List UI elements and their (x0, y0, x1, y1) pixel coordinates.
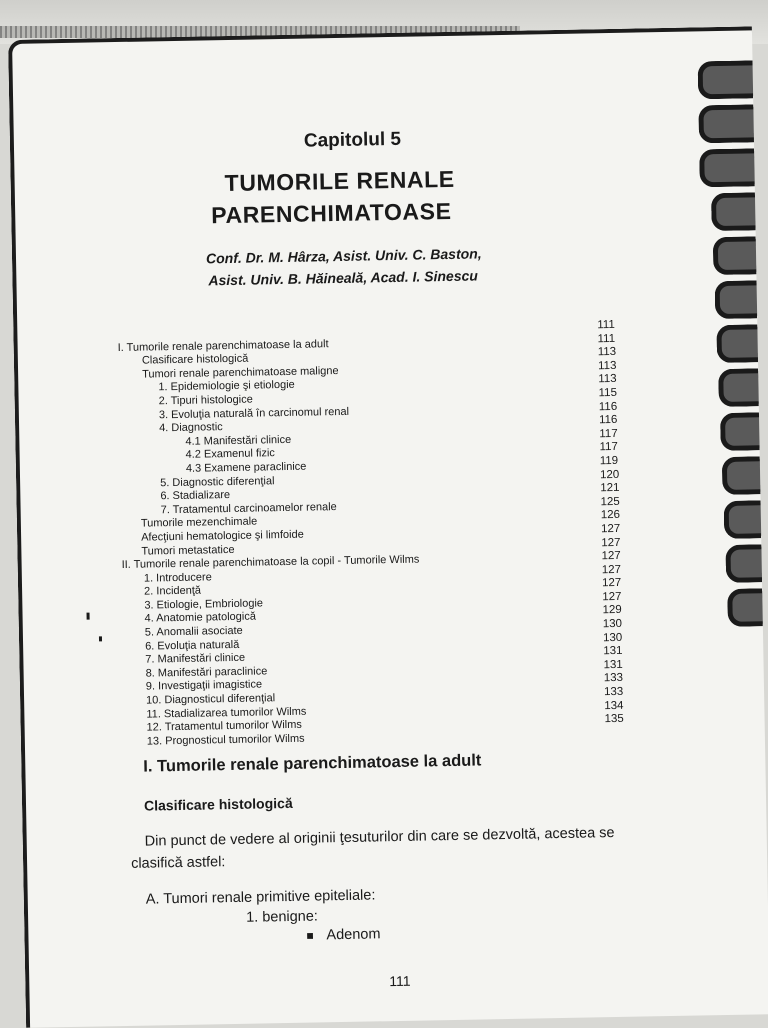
toc-page-number: 131 (603, 645, 623, 658)
toc-entry-label: 8. Manifestări paraclinice (145, 665, 268, 680)
toc-page-number: 116 (598, 400, 618, 413)
binding-ring (713, 236, 757, 275)
toc-page-number: 134 (604, 699, 624, 712)
toc-entry-label: 7. Manifestări clinice (145, 652, 246, 666)
toc-page-number: 130 (602, 617, 623, 631)
toc-entry-label: 5. Diagnostic diferenţial (160, 474, 275, 489)
binding-ring (727, 588, 763, 627)
chapter-label: Capitolul 5 (303, 128, 402, 152)
toc-page-number: 125 (600, 495, 620, 508)
toc-page-number: 129 (602, 604, 622, 617)
paragraph-line1: Din punct de vedere al originii ţesuturilor din care se dezvoltă, acestea se (144, 825, 615, 850)
toc-entry-label: 4.1 Manifestări clinice (185, 433, 292, 448)
table-of-contents (117, 318, 665, 749)
binding-ring (725, 544, 762, 583)
binding-ring (724, 500, 762, 539)
toc-entry-label: 3. Etiologie, Embriologie (144, 597, 264, 612)
toc-entry-label: Clasificare histologică (141, 352, 249, 367)
authors-line1: Conf. Dr. M. Hârza, Asist. Univ. C. Baston, (205, 245, 482, 267)
toc-entry-label: Tumori renale parenchimatoase maligne (142, 364, 339, 381)
toc-page-number: 115 (598, 386, 618, 400)
binding-ring (698, 60, 754, 99)
toc-page-number: 127 (601, 549, 621, 563)
binding-ring (716, 324, 758, 363)
toc-entry-label: 7. Tratamentul carcinoamelor renale (160, 500, 337, 516)
scan-speck (99, 636, 102, 641)
toc-entry-label: 3. Evoluţia naturală în carcinomul renal (158, 405, 350, 421)
toc-entry-label: 4. Anatomie patologică (144, 611, 257, 626)
toc-page-number: 117 (599, 427, 618, 440)
toc-entry-label: 5. Anomalii asociate (144, 624, 243, 639)
toc-entry-label: Afecţiuni hematologice şi limfoide (141, 528, 304, 544)
toc-entry-label: 1. Epidemiologie şi etiologie (158, 379, 295, 394)
spiral-binding (695, 60, 763, 621)
toc-page-number: 133 (603, 672, 624, 685)
binding-ring (722, 456, 761, 495)
binding-ring (711, 192, 756, 231)
subsection-heading: Clasificare histologică (143, 794, 293, 814)
toc-page-number: 120 (599, 468, 620, 481)
chapter-title-line2: PARENCHIMATOASE (211, 197, 452, 229)
toc-entry-label: 10. Diagnosticul diferenţial (146, 692, 276, 707)
toc-page-number: 131 (603, 658, 623, 672)
list-item-1: 1. benigne: (245, 908, 319, 926)
list-item-bullet: Adenom (326, 926, 381, 944)
toc-entry-label: 4.3 Examene paraclinice (185, 460, 307, 475)
toc-entry-label: Tumorile mezenchimale (140, 515, 258, 530)
toc-entry-label: 6. Evoluţia naturală (145, 638, 240, 653)
binding-ring (718, 368, 759, 407)
toc-entry-label: 2. Tipuri histologice (158, 393, 253, 408)
toc-page-number: 119 (599, 454, 619, 468)
paragraph-line2: clasifică astfel: (130, 854, 226, 872)
toc-entry-label: 9. Investigaţii imagistice (145, 678, 263, 694)
toc-page-number: 126 (600, 509, 621, 522)
bullet-square-icon: ■ (306, 928, 314, 943)
toc-entry-label: 1. Introducere (143, 571, 212, 585)
binding-ring (699, 148, 755, 187)
toc-page-number: 116 (598, 414, 618, 427)
scan-speck (87, 613, 90, 620)
toc-page-number: 121 (600, 481, 620, 495)
toc-entry-label: 12. Tratamentul tumorilor Wilms (146, 718, 302, 734)
toc-page-number: 127 (601, 536, 621, 549)
toc-page-number: 113 (597, 359, 617, 373)
toc-entry-label: II. Tumorile renale parenchimatoase la copil - Tumorile Wilms (121, 553, 420, 572)
toc-page-number: 127 (601, 577, 622, 590)
toc-page-number: 127 (602, 590, 622, 604)
toc-entry-label: 2. Incidenţă (144, 584, 202, 598)
book-page (8, 26, 768, 1027)
toc-page-number: 111 (597, 332, 616, 345)
section-heading: I. Tumorile renale parenchimatoase la adult (143, 751, 482, 776)
toc-entry-label: 6. Stadializare (160, 489, 231, 503)
toc-entry-label: 4. Diagnostic (159, 421, 223, 435)
page-number: 111 (389, 972, 411, 990)
toc-entry-label: 4.2 Examenul fizic (185, 447, 275, 462)
chapter-title-line1: TUMORILE RENALE (224, 165, 455, 197)
toc-entry-label: I. Tumorile renale parenchimatoase la adult (117, 337, 329, 354)
toc-page-number: 111 (597, 318, 615, 332)
toc-entry-label: 13. Prognosticul tumorilor Wilms (146, 732, 305, 748)
toc-page-number: 127 (601, 563, 622, 576)
toc-page-number: 117 (599, 441, 619, 454)
toc-page-number: 135 (604, 713, 624, 726)
list-item-a: A. Tumori renale primitive epiteliale: (145, 887, 376, 908)
authors-line2: Asist. Univ. B. Hăineală, Acad. I. Sinescu (208, 267, 479, 289)
binding-ring (715, 280, 758, 319)
toc-page-number: 113 (598, 373, 617, 386)
toc-page-number: 127 (600, 522, 621, 536)
toc-page-number: 113 (597, 346, 617, 359)
toc-page-number: 130 (602, 631, 623, 644)
toc-entry-label: 11. Stadializarea tumorilor Wilms (146, 705, 307, 721)
toc-entry-label: Tumori metastatice (141, 543, 235, 558)
binding-ring (720, 412, 760, 451)
binding-ring (698, 104, 754, 143)
toc-page-number: 133 (603, 685, 624, 699)
